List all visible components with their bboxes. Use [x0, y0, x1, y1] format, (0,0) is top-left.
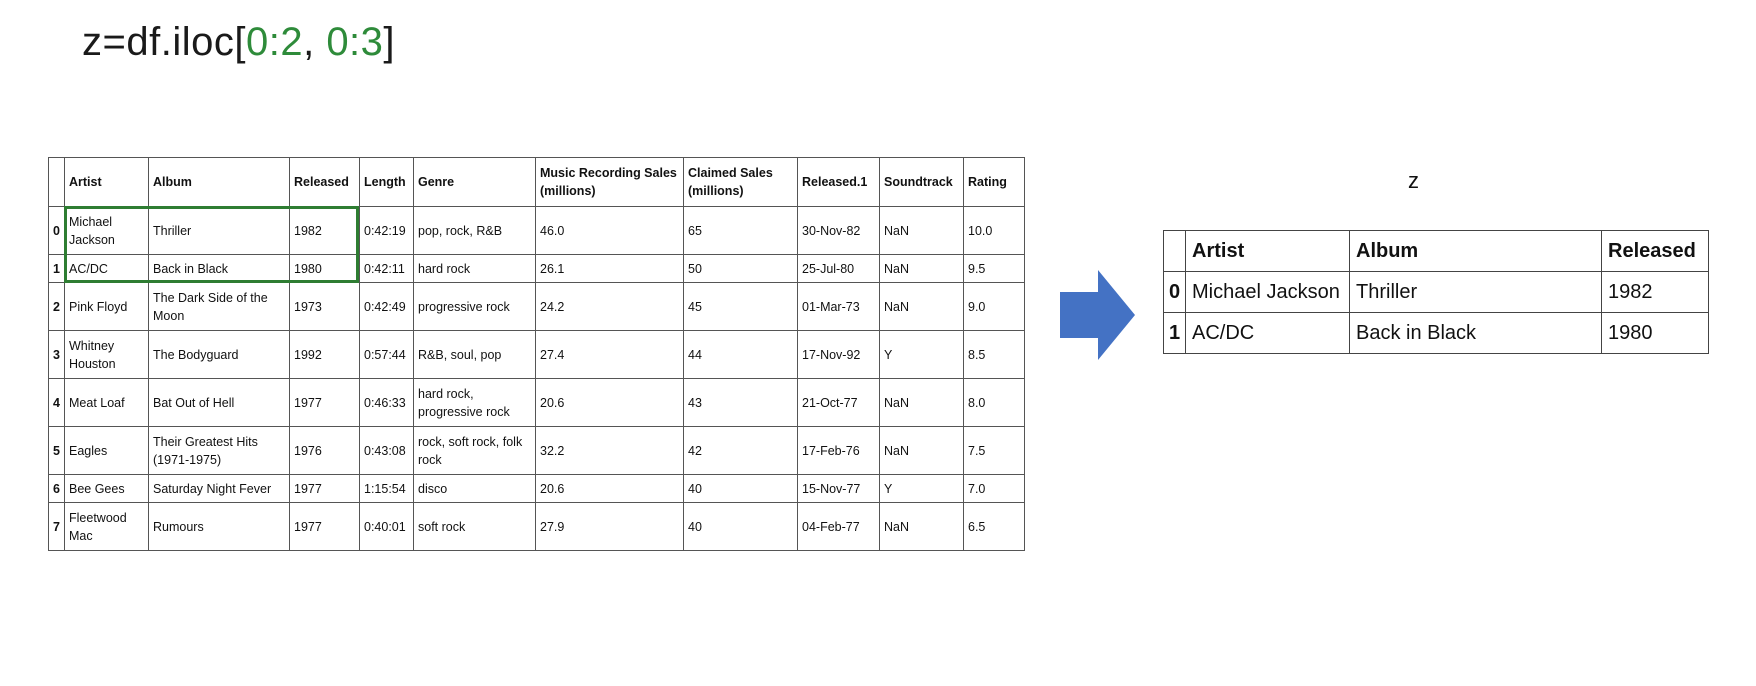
- row-index: 7: [49, 503, 65, 551]
- row-index: 5: [49, 427, 65, 475]
- cell-album: The Bodyguard: [149, 331, 290, 379]
- table-row: [1164, 272, 1709, 313]
- cell-length: 0:42:19: [360, 207, 414, 255]
- cell-released: 1980: [1602, 313, 1709, 354]
- cell-soundtrack: Y: [880, 331, 964, 379]
- cell-released-1: 25-Jul-80: [798, 255, 880, 283]
- result-header-artist: Artist: [1186, 231, 1350, 272]
- cell-music-sales: 20.6: [536, 379, 684, 427]
- cell-artist: Pink Floyd: [65, 283, 149, 331]
- cell-released: 1976: [290, 427, 360, 475]
- cell-genre: R&B, soul, pop: [414, 331, 536, 379]
- cell-released-1: 21-Oct-77: [798, 379, 880, 427]
- cell-album: Back in Black: [149, 255, 290, 283]
- header-released-1: Released.1: [798, 158, 880, 207]
- result-header-index: [1164, 231, 1186, 272]
- cell-released: 1977: [290, 475, 360, 503]
- cell-music-sales: 46.0: [536, 207, 684, 255]
- header-claimed-sales: Claimed Sales (millions): [684, 158, 798, 207]
- cell-soundtrack: NaN: [880, 379, 964, 427]
- header-genre: Genre: [414, 158, 536, 207]
- cell-genre: progressive rock: [414, 283, 536, 331]
- cell-album: The Dark Side of the Moon: [149, 283, 290, 331]
- row-index: 2: [49, 283, 65, 331]
- cell-length: 0:46:33: [360, 379, 414, 427]
- cell-artist: Eagles: [65, 427, 149, 475]
- code-row-slice: 0:2: [245, 20, 304, 64]
- cell-artist: AC/DC: [1186, 313, 1350, 354]
- cell-artist: Fleetwood Mac: [65, 503, 149, 551]
- table-row: [49, 331, 1025, 379]
- cell-genre: soft rock: [414, 503, 536, 551]
- code-expression: [82, 20, 395, 65]
- cell-rating: 9.5: [964, 255, 1025, 283]
- cell-length: 0:42:11: [360, 255, 414, 283]
- cell-released: 1980: [290, 255, 360, 283]
- cell-soundtrack: NaN: [880, 283, 964, 331]
- table-row: [49, 503, 1025, 551]
- cell-album: Rumours: [149, 503, 290, 551]
- cell-released-1: 17-Nov-92: [798, 331, 880, 379]
- row-index: 0: [49, 207, 65, 255]
- cell-claimed-sales: 43: [684, 379, 798, 427]
- table-row: [1164, 313, 1709, 354]
- cell-soundtrack: Y: [880, 475, 964, 503]
- arrow-shape: [1060, 270, 1135, 360]
- cell-claimed-sales: 65: [684, 207, 798, 255]
- cell-album: Back in Black: [1350, 313, 1602, 354]
- cell-rating: 8.0: [964, 379, 1025, 427]
- row-index: 1: [1164, 313, 1186, 354]
- header-index: [49, 158, 65, 207]
- table-row: [49, 207, 1025, 255]
- table-row: [49, 283, 1025, 331]
- cell-album: Thriller: [149, 207, 290, 255]
- cell-artist: Bee Gees: [65, 475, 149, 503]
- cell-released-1: 04-Feb-77: [798, 503, 880, 551]
- cell-artist: AC/DC: [65, 255, 149, 283]
- cell-artist: Michael Jackson: [1186, 272, 1350, 313]
- cell-rating: 7.0: [964, 475, 1025, 503]
- cell-soundtrack: NaN: [880, 207, 964, 255]
- cell-album: Their Greatest Hits (1971-1975): [149, 427, 290, 475]
- row-index: 0: [1164, 272, 1186, 313]
- cell-album: Thriller: [1350, 272, 1602, 313]
- cell-length: 0:42:49: [360, 283, 414, 331]
- header-soundtrack: Soundtrack: [880, 158, 964, 207]
- code-separator: ,: [303, 20, 327, 64]
- cell-soundtrack: NaN: [880, 255, 964, 283]
- row-index: 4: [49, 379, 65, 427]
- cell-music-sales: 27.9: [536, 503, 684, 551]
- cell-music-sales: 32.2: [536, 427, 684, 475]
- cell-rating: 6.5: [964, 503, 1025, 551]
- cell-genre: rock, soft rock, folk rock: [414, 427, 536, 475]
- code-suffix: ]: [383, 20, 396, 64]
- cell-music-sales: 26.1: [536, 255, 684, 283]
- cell-genre: pop, rock, R&B: [414, 207, 536, 255]
- table-row: [49, 475, 1025, 503]
- result-header-released: Released: [1602, 231, 1709, 272]
- header-album: Album: [149, 158, 290, 207]
- cell-released: 1982: [1602, 272, 1709, 313]
- header-rating: Rating: [964, 158, 1025, 207]
- row-index: 1: [49, 255, 65, 283]
- code-col-slice: 0:3: [326, 20, 384, 64]
- header-released: Released: [290, 158, 360, 207]
- cell-soundtrack: NaN: [880, 503, 964, 551]
- result-dataframe-table: [1163, 230, 1709, 354]
- row-index: 6: [49, 475, 65, 503]
- cell-length: 0:40:01: [360, 503, 414, 551]
- cell-artist: Meat Loaf: [65, 379, 149, 427]
- table-row: [49, 427, 1025, 475]
- header-music-sales: Music Recording Sales (millions): [536, 158, 684, 207]
- cell-album: Bat Out of Hell: [149, 379, 290, 427]
- cell-rating: 9.0: [964, 283, 1025, 331]
- cell-released: 1977: [290, 503, 360, 551]
- cell-music-sales: 20.6: [536, 475, 684, 503]
- cell-claimed-sales: 42: [684, 427, 798, 475]
- cell-claimed-sales: 50: [684, 255, 798, 283]
- cell-length: 0:43:08: [360, 427, 414, 475]
- cell-rating: 10.0: [964, 207, 1025, 255]
- cell-claimed-sales: 44: [684, 331, 798, 379]
- cell-released: 1992: [290, 331, 360, 379]
- cell-released: 1977: [290, 379, 360, 427]
- cell-music-sales: 24.2: [536, 283, 684, 331]
- cell-released: 1982: [290, 207, 360, 255]
- cell-genre: disco: [414, 475, 536, 503]
- cell-released-1: 17-Feb-76: [798, 427, 880, 475]
- table-row: [49, 379, 1025, 427]
- cell-released: 1973: [290, 283, 360, 331]
- cell-rating: 7.5: [964, 427, 1025, 475]
- row-index: 3: [49, 331, 65, 379]
- header-length: Length: [360, 158, 414, 207]
- result-label: z: [1408, 168, 1419, 193]
- cell-claimed-sales: 40: [684, 503, 798, 551]
- cell-released-1: 01-Mar-73: [798, 283, 880, 331]
- code-prefix: z=df.iloc[: [82, 20, 246, 64]
- table-header-row: [49, 158, 1025, 207]
- source-dataframe-table: [48, 157, 1025, 551]
- cell-music-sales: 27.4: [536, 331, 684, 379]
- cell-artist: Whitney Houston: [65, 331, 149, 379]
- cell-claimed-sales: 40: [684, 475, 798, 503]
- cell-genre: hard rock: [414, 255, 536, 283]
- cell-length: 0:57:44: [360, 331, 414, 379]
- cell-claimed-sales: 45: [684, 283, 798, 331]
- header-artist: Artist: [65, 158, 149, 207]
- right-arrow-icon: [1060, 270, 1135, 360]
- cell-genre: hard rock, progressive rock: [414, 379, 536, 427]
- cell-soundtrack: NaN: [880, 427, 964, 475]
- cell-released-1: 30-Nov-82: [798, 207, 880, 255]
- cell-album: Saturday Night Fever: [149, 475, 290, 503]
- cell-rating: 8.5: [964, 331, 1025, 379]
- result-header-row: [1164, 231, 1709, 272]
- result-header-album: Album: [1350, 231, 1602, 272]
- cell-artist: Michael Jackson: [65, 207, 149, 255]
- cell-length: 1:15:54: [360, 475, 414, 503]
- cell-released-1: 15-Nov-77: [798, 475, 880, 503]
- table-row: [49, 255, 1025, 283]
